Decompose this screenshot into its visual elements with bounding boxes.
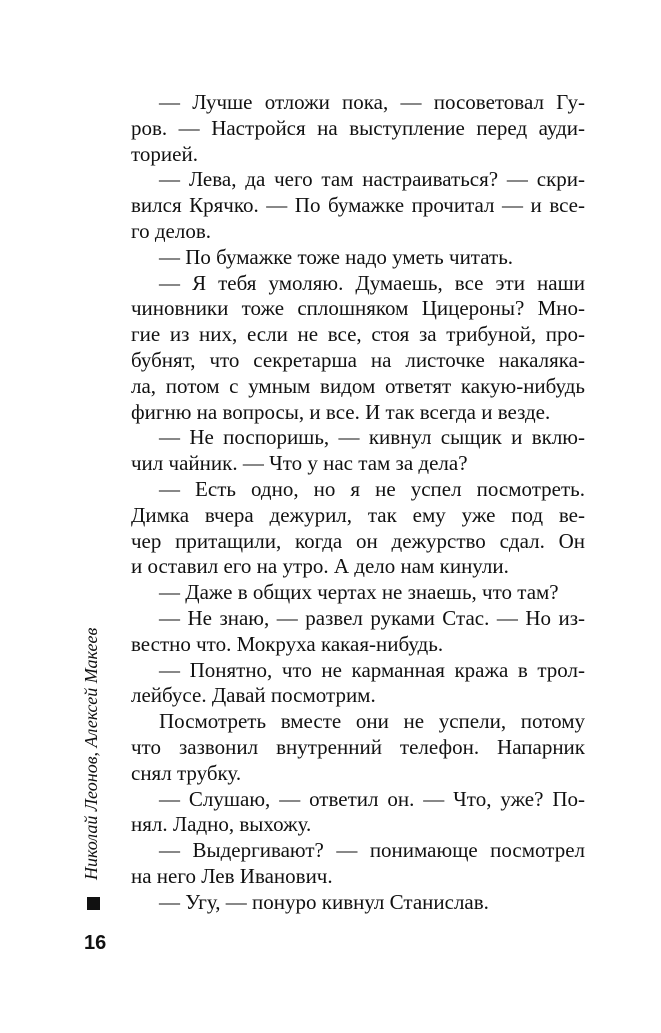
text-line: на него Лев Иванович. [131,863,333,888]
text-line: чер притащили, когда он дежурство сдал. Он [131,528,585,553]
text-line: фигню на вопросы, и все. И так всегда и везде. [131,399,551,424]
text-line: — Лучше отложи пока, — посоветовал Гу- [159,90,585,114]
text-line: вестно что. Мокруха какая-нибудь. [131,631,444,656]
text-line: чиновники тоже сплошняком Цицероны? Мно- [131,296,585,321]
text-line: — Даже в общих чертах не знаешь, что там? [159,580,559,605]
text-line: чил чайник. — Что у нас там за дела? [131,451,468,476]
text-line: ров. — Настройся на выступление перед ауди- [131,115,585,140]
text-line: — Я тебя умоляю. Думаешь, все эти наши [159,270,585,295]
text-line: — Есть одно, но я не успел посмотреть. [159,476,585,501]
running-head: Николай Леонов, Алексей Макеев [81,627,101,880]
body-text [131,90,585,916]
text-line: ла, потом с умным видом ответят какую-нибудь [131,373,585,398]
text-line: что зазвонил внутренний телефон. Напарник [131,734,585,759]
text-line: торией. [131,141,198,166]
text-line: бубнят, что секретарша на листочке накаляка- [131,347,585,372]
text-line: Посмотреть вместе они не успели, потому [159,709,585,734]
text-line: и оставил его на утро. А дело нам кинули. [131,554,509,579]
page-number: 16 [84,932,107,954]
text-line: — Понятно, что не карманная кража в трол- [159,657,585,682]
text-line: — Не поспоришь, — кивнул сыщик и вклю- [159,425,585,450]
text-line: — Угу, — понуро кивнул Станислав. [159,889,489,914]
text-line: — Не знаю, — развел руками Стас. — Но из- [159,605,585,630]
text-line: го делов. [131,218,211,243]
text-line: нял. Ладно, выхожу. [131,812,312,837]
text-line: — По бумажке тоже надо уметь читать. [159,244,514,269]
text-line: — Выдергивают? — понимающе посмотрел [159,838,585,863]
text-line: — Слушаю, — ответил он. — Что, уже? По- [159,786,585,811]
text-line: вился Крячко. — По бумажке прочитал — и все- [131,193,585,218]
text-line: снял трубку. [131,760,242,785]
text-line: — Лева, да чего там настраиваться? — скри- [159,167,585,192]
text-line: гие из них, если не все, стоя за трибуной, про- [131,322,585,347]
text-line: Димка вчера дежурил, так ему уже под ве- [131,502,585,527]
square-marker-icon [87,897,100,910]
text-line: лейбусе. Давай посмотрим. [131,683,376,708]
